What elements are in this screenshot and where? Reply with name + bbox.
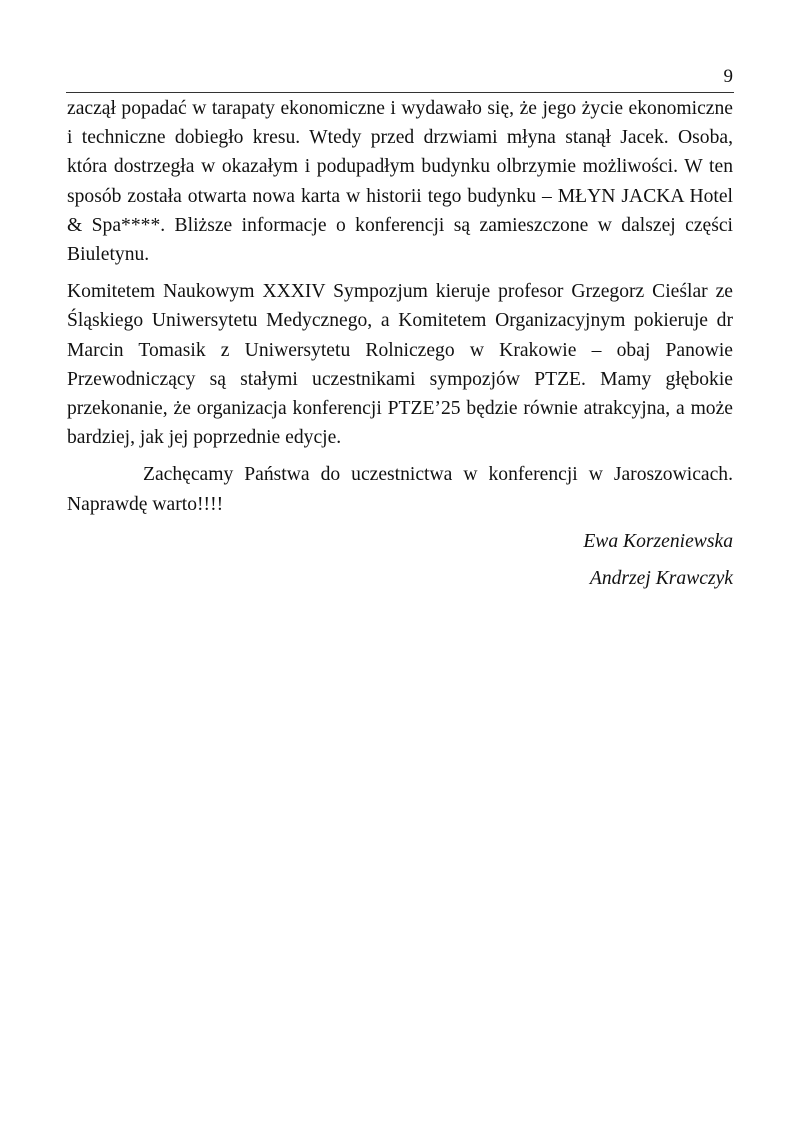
page-number: 9 [723, 66, 733, 87]
paragraph-invitation: Zachęcamy Państwa do uczestnictwa w konferencji w Jaroszowicach. Naprawdę warto!!!! [67, 464, 733, 515]
paragraph-mill-history: zaczął popadać w tarapaty ekonomiczne i wydawało się, że jego życie ekonomiczne i techniczne dobiegło kresu. Wtedy przed drzwiami młyna stanął Jacek. Osoba, która dostrzegła w okazałym i podupadłym budynku olbrzymie możliwości. W ten sposób została otwarta nowa karta w historii tego budynku – MŁYN JACKA Hotel & Spa****. Bliższe informacje o konferencji są zamieszczone w dalszej części Biuletynu. [67, 98, 733, 266]
header-rule [66, 92, 734, 93]
paragraph-committees: Komitetem Naukowym XXXIV Sympozjum kieruje profesor Grzegorz Cieślar ze Śląskiego Uniwersytetu Medycznego, a Komitetem Organizacyjnym pokieruje dr Marcin Tomasik z Uniwersytetu Rolniczego w Krakowie – obaj Panowie Przewodniczący są stałymi uczestnikami sympozjów PTZE. Mamy głębokie przekonanie, że organizacja konferencji PTZE’25 będzie równie atrakcyjna, a może bardziej, jak jej poprzednie edycje. [67, 281, 733, 449]
body-text [67, 94, 733, 601]
signature-author-1: Ewa Korzeniewska [583, 530, 733, 552]
signature-author-2: Andrzej Krawczyk [589, 568, 733, 590]
